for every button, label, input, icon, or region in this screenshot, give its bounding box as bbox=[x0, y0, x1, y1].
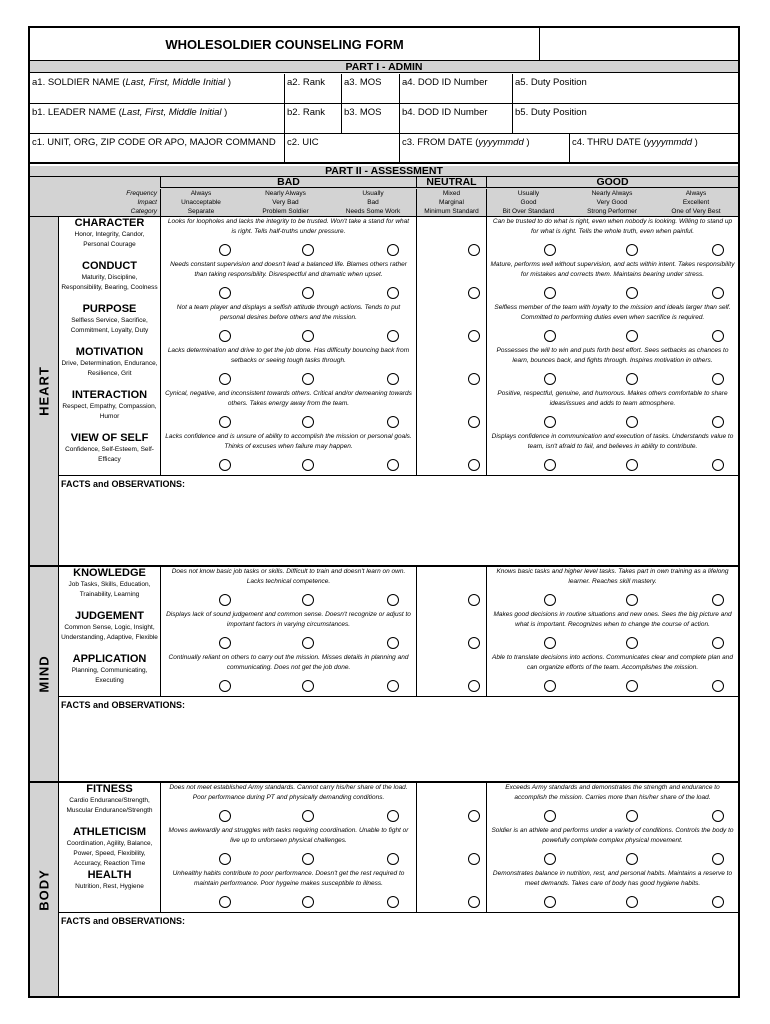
part1-header: PART I - ADMIN bbox=[30, 61, 738, 73]
attribute-title: ATHLETICISM bbox=[72, 826, 147, 838]
rating-radio[interactable] bbox=[219, 459, 231, 471]
attribute-title: MOTIVATION bbox=[75, 346, 144, 358]
scale-column-text: Unacceptable bbox=[181, 199, 221, 206]
rating-radio[interactable] bbox=[626, 896, 638, 908]
attribute-row-interaction bbox=[59, 389, 738, 432]
scale-column bbox=[330, 189, 416, 217]
soldier-rank-field[interactable] bbox=[285, 74, 342, 103]
leader-dodid-field[interactable] bbox=[400, 104, 513, 133]
rating-radio[interactable] bbox=[712, 637, 724, 649]
admin-row-a bbox=[30, 74, 738, 104]
leader-name-label: b1. LEADER NAME ( bbox=[32, 107, 122, 118]
body-side-label bbox=[30, 783, 59, 996]
soldier-name-label: a1. SOLDIER NAME ( bbox=[32, 77, 126, 88]
attribute-subtitle: Selfless Service, Sacrifice, Commitment, Loyalty, Duty bbox=[70, 317, 149, 334]
scale-column bbox=[416, 189, 486, 217]
thru-date-field[interactable] bbox=[570, 134, 738, 162]
attribute-name-cell bbox=[59, 303, 160, 346]
counseling-form bbox=[28, 26, 740, 998]
rating-radio[interactable] bbox=[468, 896, 480, 908]
rating-radio[interactable] bbox=[219, 896, 231, 908]
scale-column-text: Marginal bbox=[439, 199, 464, 206]
attribute-name-cell bbox=[59, 260, 160, 303]
rating-radio[interactable] bbox=[712, 810, 724, 822]
thru-date-label: c4. THRU DATE ( bbox=[572, 137, 647, 148]
attribute-name-cell bbox=[59, 653, 160, 696]
rating-radio[interactable] bbox=[626, 287, 638, 299]
rating-radio[interactable] bbox=[544, 594, 556, 606]
rating-radio[interactable] bbox=[387, 244, 399, 256]
rating-radio[interactable] bbox=[544, 637, 556, 649]
attribute-title: KNOWLEDGE bbox=[73, 567, 146, 579]
from-date-format: yyyymmdd bbox=[478, 137, 524, 148]
good-description: Soldier is an athlete and performs under a variety of conditions. Controls the body to powefully complete complex physical movement. bbox=[486, 826, 738, 869]
frequency-label: Frequency bbox=[126, 190, 157, 197]
attribute-subtitle: Nutrition, Rest, Hygiene bbox=[75, 883, 144, 890]
rating-radio[interactable] bbox=[544, 416, 556, 428]
bad-description: Displays lack of sound judgement and common sense. Doesn't recognize or adjust to important factors in varying circumstances. bbox=[160, 610, 416, 653]
unit-field[interactable] bbox=[30, 134, 285, 162]
leader-rank-field[interactable] bbox=[285, 104, 342, 133]
rating-radio[interactable] bbox=[626, 637, 638, 649]
attribute-name-cell bbox=[59, 346, 160, 389]
scale-column-text: Always bbox=[685, 190, 707, 197]
leader-name-label-end: ) bbox=[221, 107, 228, 118]
leader-mos-field[interactable] bbox=[342, 104, 400, 133]
assessment-scale-header bbox=[30, 177, 738, 217]
attribute-row-application bbox=[59, 653, 738, 696]
soldier-name-label-end: ) bbox=[225, 77, 232, 88]
soldier-name-field[interactable] bbox=[30, 74, 285, 103]
attribute-subtitle: Maturity, Discipline, Responsibility, Bearing, Coolness bbox=[61, 274, 158, 291]
attribute-subtitle: Confidence, Self-Esteem, Self-Efficacy bbox=[65, 446, 154, 463]
rating-radio[interactable] bbox=[626, 853, 638, 865]
attribute-name-cell bbox=[59, 217, 160, 260]
thru-date-format: yyyymmdd bbox=[646, 137, 693, 148]
rating-radio[interactable] bbox=[712, 680, 724, 692]
impact-label: Impact bbox=[137, 199, 157, 206]
rating-radio[interactable] bbox=[468, 459, 480, 471]
soldier-rank-label: a2. Rank bbox=[287, 77, 326, 88]
rating-radio[interactable] bbox=[712, 330, 724, 342]
scale-column-text: Always bbox=[190, 190, 212, 197]
rating-radio[interactable] bbox=[468, 680, 480, 692]
attribute-title: PURPOSE bbox=[82, 303, 137, 315]
attribute-title: HEALTH bbox=[87, 869, 132, 881]
rating-radio[interactable] bbox=[712, 244, 724, 256]
rating-radio[interactable] bbox=[468, 244, 480, 256]
rating-radio[interactable] bbox=[544, 810, 556, 822]
rating-radio[interactable] bbox=[302, 853, 314, 865]
good-description: Can be trusted to do what is right, even when nobody is looking. Willing to stand up for what is right. Tells the whole truth, even when painful. bbox=[486, 217, 738, 260]
from-date-label: c3. FROM DATE ( bbox=[402, 137, 479, 148]
bad-description: Lacks determination and drive to get the job done. Has difficulty bouncing back from setbacks or seeing tough tasks through. bbox=[160, 346, 416, 389]
scale-column-text: Excellent bbox=[682, 199, 710, 206]
rating-radio[interactable] bbox=[387, 594, 399, 606]
rating-radio[interactable] bbox=[219, 287, 231, 299]
rating-radio[interactable] bbox=[468, 416, 480, 428]
attribute-title: CHARACTER bbox=[74, 217, 145, 229]
good-description: Positive, respectful, genuine, and humorous. Makes others comfortable to share ideas/issues and adds to team atmosphere. bbox=[486, 389, 738, 432]
rating-radio[interactable] bbox=[302, 373, 314, 385]
rating-radio[interactable] bbox=[712, 896, 724, 908]
bad-description: Not a team player and displays a selfish attitude through actions. Tends to put personal desires before others and the mission. bbox=[160, 303, 416, 346]
rating-radio[interactable] bbox=[712, 853, 724, 865]
bad-description: Lacks confidence and is unsure of ability to accomplish the mission or personal goals. Thinks of excuses when failure may happen. bbox=[160, 432, 416, 475]
rating-radio[interactable] bbox=[626, 680, 638, 692]
rating-radio[interactable] bbox=[219, 637, 231, 649]
leader-name-format: Last, First, Middle Initial bbox=[121, 107, 222, 118]
rating-radio[interactable] bbox=[712, 594, 724, 606]
scale-column bbox=[486, 189, 570, 217]
heart-facts-observations[interactable] bbox=[59, 475, 738, 567]
scale-column-text: Good bbox=[520, 199, 537, 206]
attribute-subtitle: Planning, Communicating, Executing bbox=[71, 667, 148, 684]
rating-radio[interactable] bbox=[302, 416, 314, 428]
leader-dodid-label: b4. DOD ID Number bbox=[402, 107, 488, 118]
attribute-subtitle: Respect, Empathy, Compassion, Humor bbox=[62, 403, 157, 420]
body-section bbox=[30, 783, 738, 996]
attribute-name-cell bbox=[59, 432, 160, 475]
rating-radio[interactable] bbox=[302, 244, 314, 256]
facts-label: FACTS and OBSERVATIONS: bbox=[61, 479, 186, 489]
rating-radio[interactable] bbox=[626, 810, 638, 822]
scale-column-text: Strong Performer bbox=[587, 208, 637, 215]
form-title: WHOLESOLDIER COUNSELING FORM bbox=[30, 28, 540, 60]
attribute-row-purpose bbox=[59, 303, 738, 346]
rating-radio[interactable] bbox=[626, 373, 638, 385]
scale-column-text: Usually bbox=[517, 190, 540, 197]
bad-description: Cynical, negative, and inconsistent towards others. Critical and/or demeaning towards others. Takes energy away from the team. bbox=[160, 389, 416, 432]
rating-radio[interactable] bbox=[387, 459, 399, 471]
mind-section bbox=[30, 567, 738, 783]
rating-radio[interactable] bbox=[468, 594, 480, 606]
attribute-row-view-of-self bbox=[59, 432, 738, 475]
rating-radio[interactable] bbox=[626, 244, 638, 256]
bad-header: BAD bbox=[160, 177, 416, 188]
rating-radio[interactable] bbox=[468, 810, 480, 822]
uic-field[interactable] bbox=[285, 134, 400, 162]
attribute-subtitle: Coordination, Agility, Balance, Power, Speed, Flexibility, Accuracy, Reaction Time bbox=[66, 840, 153, 867]
category-label: Category bbox=[130, 208, 157, 215]
rating-radio[interactable] bbox=[544, 373, 556, 385]
bad-description: Does not meet established Army standards. Cannot carry his/her share of the load. Poor performance during PT and physically demanding conditions. bbox=[160, 783, 416, 826]
attribute-title: CONDUCT bbox=[82, 260, 137, 272]
rating-radio[interactable] bbox=[387, 637, 399, 649]
facts-label: FACTS and OBSERVATIONS: bbox=[61, 916, 186, 926]
title-blank-field[interactable] bbox=[541, 28, 738, 60]
rating-radio[interactable] bbox=[387, 853, 399, 865]
uic-label: c2. UIC bbox=[287, 137, 319, 148]
attribute-name-cell bbox=[59, 389, 160, 432]
good-header: GOOD bbox=[486, 177, 738, 188]
attribute-row-athleticism bbox=[59, 826, 738, 869]
rating-radio[interactable] bbox=[387, 680, 399, 692]
good-description: Able to translate decisions into actions. Communicates clear and complete plan and can organize efforts of the team. Accomplishes the mission. bbox=[486, 653, 738, 696]
rating-radio[interactable] bbox=[302, 330, 314, 342]
scale-column-text: Very Bad bbox=[272, 199, 299, 206]
scale-column-text: Usually bbox=[362, 190, 384, 197]
bad-description: Looks for loopholes and lacks the integrity to be trusted. Won't take a stand for what is right. Tells half-truths under pressure. bbox=[160, 217, 416, 260]
rating-radio[interactable] bbox=[544, 896, 556, 908]
rating-radio[interactable] bbox=[387, 896, 399, 908]
rating-radio[interactable] bbox=[712, 287, 724, 299]
rating-radio[interactable] bbox=[626, 459, 638, 471]
heart-side-label bbox=[30, 217, 59, 565]
bad-description: Does not know basic job tasks or skills. Difficult to train and doesn't learn on own. Lacks technical competence. bbox=[160, 567, 416, 610]
rating-radio[interactable] bbox=[302, 287, 314, 299]
rating-radio[interactable] bbox=[468, 287, 480, 299]
good-description: Knows basic tasks and higher level tasks. Takes part in own training as a lifelong learner. Reaches skill mastery. bbox=[486, 567, 738, 610]
rating-radio[interactable] bbox=[387, 373, 399, 385]
rating-radio[interactable] bbox=[468, 373, 480, 385]
attribute-title: JUDGEMENT bbox=[74, 610, 145, 622]
scale-column bbox=[654, 189, 738, 217]
attribute-name-cell bbox=[59, 567, 160, 610]
attribute-title: VIEW OF SELF bbox=[70, 432, 149, 444]
attribute-subtitle: Drive, Determination, Endurance, Resilience, Grit bbox=[61, 360, 158, 377]
soldier-mos-field[interactable] bbox=[342, 74, 400, 103]
bad-description: Unhealthy habits contribute to poor performance. Doesn't get the rest required to maintain performance. Poor hygeine makes susceptible to illness. bbox=[160, 869, 416, 912]
rating-radio[interactable] bbox=[712, 416, 724, 428]
rating-radio[interactable] bbox=[219, 244, 231, 256]
rating-radio[interactable] bbox=[219, 373, 231, 385]
scale-column bbox=[241, 189, 330, 217]
attribute-row-judgement bbox=[59, 610, 738, 653]
attribute-title: INTERACTION bbox=[71, 389, 148, 401]
attribute-row-health bbox=[59, 869, 738, 912]
leader-rank-label: b2. Rank bbox=[287, 107, 326, 118]
leader-duty-position-label: b5. Duty Position bbox=[515, 107, 587, 118]
scale-column-text: Problem Soldier bbox=[262, 208, 309, 215]
attribute-title: FITNESS bbox=[86, 783, 133, 795]
good-description: Possesses the will to win and puts forth best effort. Sees setbacks as chances to learn, bounces back, and fights through. Inspires motivation in others. bbox=[486, 346, 738, 389]
rating-radio[interactable] bbox=[626, 594, 638, 606]
rating-radio[interactable] bbox=[712, 459, 724, 471]
scale-column-text: Bad bbox=[367, 199, 379, 206]
from-date-field[interactable] bbox=[400, 134, 570, 162]
soldier-dodid-field[interactable] bbox=[400, 74, 513, 103]
attribute-title: APPLICATION bbox=[72, 653, 147, 665]
rating-radio[interactable] bbox=[468, 330, 480, 342]
attribute-name-cell bbox=[59, 783, 160, 826]
scale-column-text: Very Good bbox=[596, 199, 628, 206]
rating-radio[interactable] bbox=[219, 680, 231, 692]
leader-duty-position-field[interactable] bbox=[513, 104, 738, 133]
good-description: Selfless member of the team with loyalty to the mission and ideals larger than self. Committed to performing duties even when sacrifice is required. bbox=[486, 303, 738, 346]
leader-mos-label: b3. MOS bbox=[344, 107, 382, 118]
scale-column bbox=[160, 189, 241, 217]
rating-radio[interactable] bbox=[302, 637, 314, 649]
attribute-subtitle: Honor, Integrity, Candor, Personal Courage bbox=[74, 231, 145, 248]
good-description: Mature, performs well without supervision, and acts within intent. Takes responsibility for mistakes and corrects them. Maintains bearing under stress. bbox=[486, 260, 738, 303]
body-label: BODY bbox=[36, 868, 52, 911]
scale-column-text: One of Very Best bbox=[671, 208, 721, 215]
rating-radio[interactable] bbox=[219, 853, 231, 865]
attribute-name-cell bbox=[59, 610, 160, 653]
rating-radio[interactable] bbox=[544, 853, 556, 865]
soldier-dodid-label: a4. DOD ID Number bbox=[402, 77, 488, 88]
bad-description: Needs constant supervision and doesn't lead a balanced life. Blames others rather than taking responsibility. Disrespectful and dramatic when upset. bbox=[160, 260, 416, 303]
soldier-name-format: Last, First, Middle Initial bbox=[125, 77, 226, 88]
rating-radio[interactable] bbox=[626, 416, 638, 428]
from-date-label-end: ) bbox=[523, 137, 530, 148]
mind-label: MIND bbox=[36, 655, 52, 693]
rating-radio[interactable] bbox=[468, 637, 480, 649]
attribute-row-knowledge bbox=[59, 567, 738, 610]
unit-label: c1. UNIT, ORG, ZIP CODE OR APO, MAJOR COMMAND bbox=[32, 137, 276, 148]
body-facts-observations[interactable] bbox=[59, 912, 738, 996]
bad-description: Continually reliant on others to carry out the mission. Misses details in planning and communicating. Does not get the job done. bbox=[160, 653, 416, 696]
admin-row-c bbox=[30, 134, 738, 164]
rating-radio[interactable] bbox=[544, 330, 556, 342]
rating-radio[interactable] bbox=[219, 416, 231, 428]
scale-column-text: Mixed bbox=[442, 190, 461, 197]
scale-column-text: Nearly Always bbox=[591, 190, 633, 197]
scale-column-text: Bit Over Standard bbox=[502, 208, 555, 215]
good-description: Displays confidence in communication and execution of tasks. Understands value to team, isn't afraid to fail, and believes in ability to contribute. bbox=[486, 432, 738, 475]
attribute-row-motivation bbox=[59, 346, 738, 389]
rating-radio[interactable] bbox=[302, 680, 314, 692]
admin-row-b bbox=[30, 104, 738, 134]
attribute-name-cell bbox=[59, 869, 160, 912]
rating-radio[interactable] bbox=[626, 330, 638, 342]
bad-description: Moves awkwardly and struggles with tasks requiring coordination. Unable to fight or live up to unforseen physical challenges. bbox=[160, 826, 416, 869]
rating-radio[interactable] bbox=[387, 330, 399, 342]
attribute-subtitle: Common Sense, Logic, Insight, Understanding, Adaptive, Flexible bbox=[61, 624, 158, 641]
rating-radio[interactable] bbox=[302, 896, 314, 908]
scale-column bbox=[570, 189, 654, 217]
neutral-header: NEUTRAL bbox=[416, 177, 486, 188]
good-description: Demonstrates balance in nutrition, rest, and personal habits. Maintains a reserve to meet demands. Takes care of body has good hygiene habits. bbox=[486, 869, 738, 912]
attribute-row-fitness bbox=[59, 783, 738, 826]
rating-radio[interactable] bbox=[544, 459, 556, 471]
attribute-row-conduct bbox=[59, 260, 738, 303]
heart-label: HEART bbox=[36, 366, 52, 416]
scale-column-text: Minimum Standard bbox=[424, 208, 479, 215]
mind-facts-observations[interactable] bbox=[59, 696, 738, 783]
good-description: Makes good decisions in routine situations and new ones. Sees the big picture and what is important. Recognizes when to change the course of action. bbox=[486, 610, 738, 653]
rating-radio[interactable] bbox=[544, 287, 556, 299]
scale-column-text: Separate bbox=[187, 208, 215, 215]
rating-radio[interactable] bbox=[387, 810, 399, 822]
rating-radio[interactable] bbox=[302, 459, 314, 471]
rating-radio[interactable] bbox=[219, 810, 231, 822]
attribute-name-cell bbox=[59, 826, 160, 869]
rating-radio[interactable] bbox=[544, 244, 556, 256]
rating-radio[interactable] bbox=[544, 680, 556, 692]
soldier-duty-position-label: a5. Duty Position bbox=[515, 77, 587, 88]
title-row bbox=[30, 28, 738, 61]
scale-column-text: Needs Some Work bbox=[345, 208, 401, 215]
attribute-subtitle: Job Tasks, Skills, Education, Trainability, Learning bbox=[68, 581, 151, 598]
scale-row-labels bbox=[30, 189, 160, 217]
rating-radio[interactable] bbox=[387, 416, 399, 428]
rating-radio[interactable] bbox=[712, 373, 724, 385]
soldier-mos-label: a3. MOS bbox=[344, 77, 382, 88]
mind-side-label bbox=[30, 567, 59, 781]
rating-radio[interactable] bbox=[387, 287, 399, 299]
soldier-duty-position-field[interactable] bbox=[513, 74, 738, 103]
scale-column-text: Nearly Always bbox=[265, 190, 306, 197]
good-description: Exceeds Army standards and demonstrates the strength and endurance to accomplish the mission. Carries more than his/her share of the load. bbox=[486, 783, 738, 826]
rating-radio[interactable] bbox=[468, 853, 480, 865]
rating-radio[interactable] bbox=[219, 594, 231, 606]
heart-section bbox=[30, 217, 738, 567]
rating-radio[interactable] bbox=[302, 594, 314, 606]
attribute-subtitle: Cardio Endurance/Strength, Muscular Endurance/Strength bbox=[66, 797, 153, 814]
thru-date-label-end: ) bbox=[692, 137, 698, 148]
part2-header: PART II - ASSESSMENT bbox=[30, 166, 738, 177]
rating-radio[interactable] bbox=[302, 810, 314, 822]
rating-radio[interactable] bbox=[219, 330, 231, 342]
leader-name-field[interactable] bbox=[30, 104, 285, 133]
facts-label: FACTS and OBSERVATIONS: bbox=[61, 700, 186, 710]
attribute-row-character bbox=[59, 217, 738, 260]
